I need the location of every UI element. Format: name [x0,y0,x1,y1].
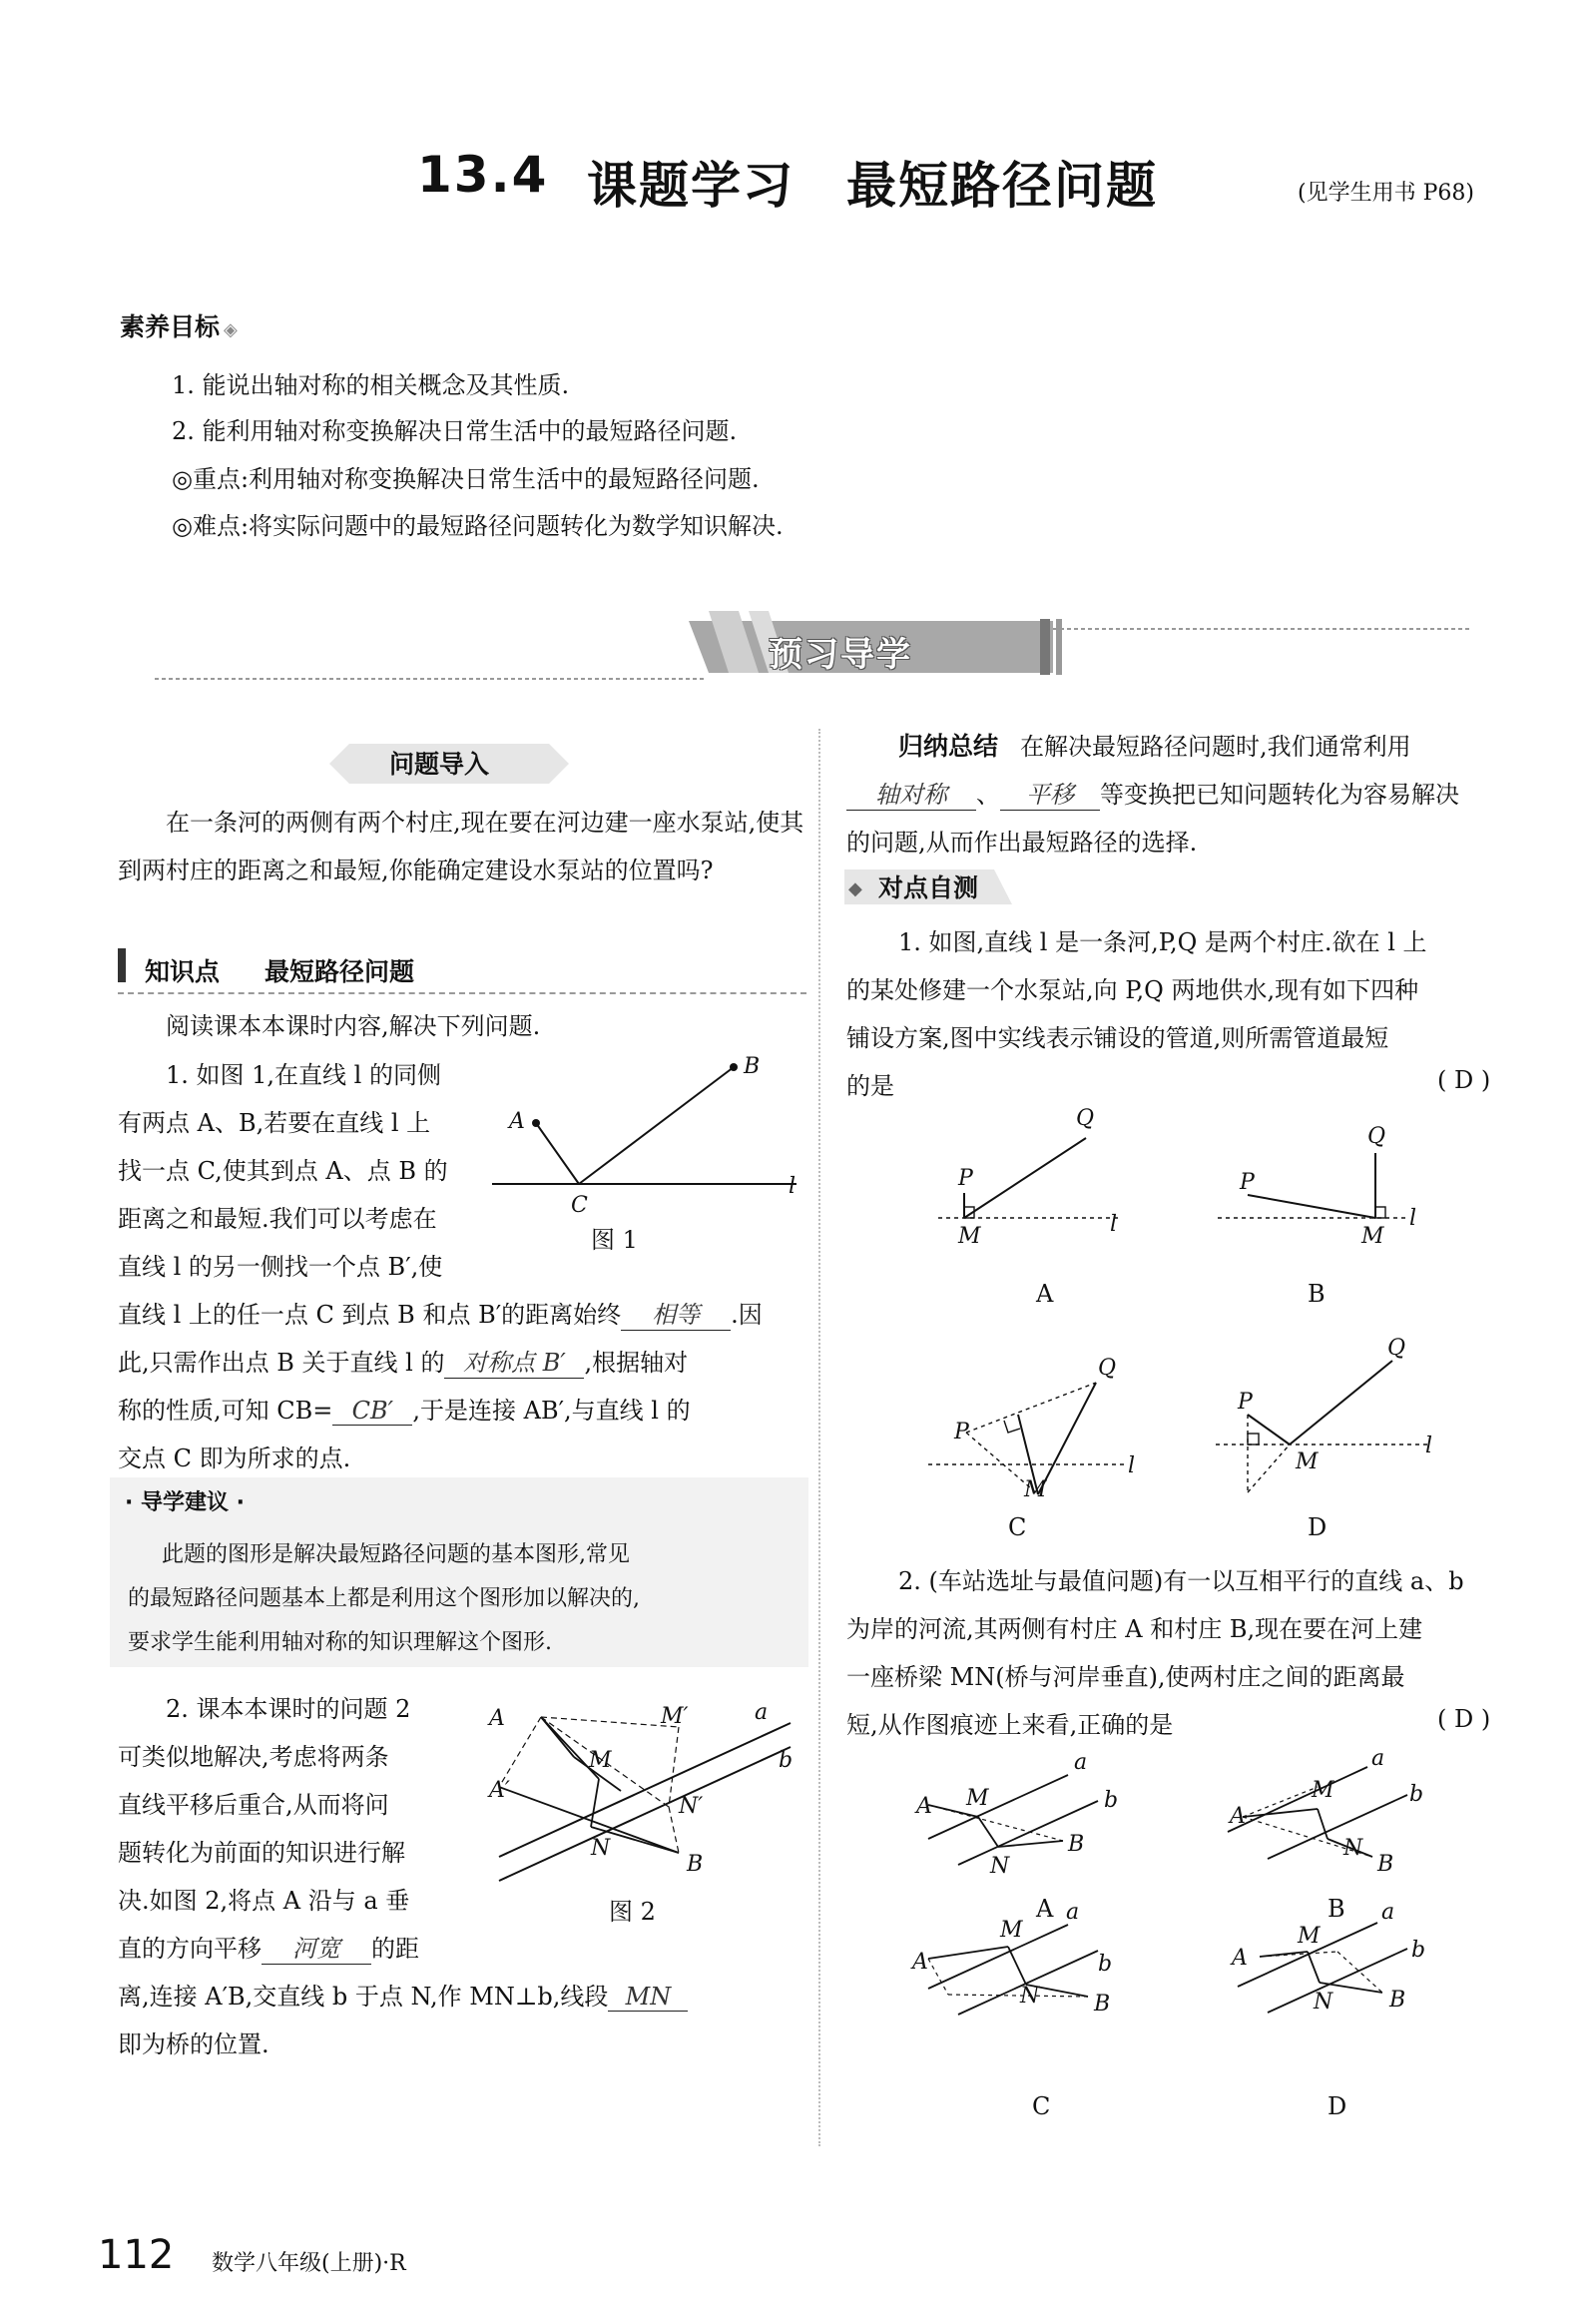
goal-item: 1. 能说出轴对称的相关概念及其性质. [172,371,570,399]
option-label: D [1328,2092,1347,2120]
svg-text:a: a [1074,1750,1088,1775]
q1-line: 称的性质,可知 CB= CB′ ,于是连接 AB′,与直线 l 的 [118,1397,691,1425]
book-name: 数学八年级(上册)·R [212,2251,406,2276]
figure-2-caption: 图 2 [609,1898,656,1926]
svg-text:M: M [1298,1924,1321,1949]
svg-text:b: b [1098,1952,1113,1977]
knowledge-underline [118,992,806,994]
svg-text:◆: ◆ [848,878,862,899]
q1-line: 距离之和最短.我们可以考虑在 [118,1205,437,1233]
svg-text:A: A [916,1794,932,1819]
figure-2 [479,1687,808,1887]
svg-text:b: b [1409,1782,1424,1807]
page-title: 课题学习 最短路径问题 [587,157,1158,215]
svg-text:P: P [1240,1170,1255,1195]
svg-text:a: a [1066,1900,1080,1925]
svg-text:a: a [1381,1900,1395,1925]
point-b [730,1063,738,1071]
goal-item: 2. 能利用轴对称变换解决日常生活中的最短路径问题. [172,417,738,445]
svg-text:P: P [1238,1390,1253,1415]
intro-heading: 问题导入 [389,750,490,779]
svg-text:A: A [912,1950,928,1975]
option-label: B [1308,1280,1326,1308]
q2-line: 一座桥梁 MN(桥与河岸垂直),使两村庄之间的距离最 [846,1663,1405,1691]
q2-answer: ( D ) [1437,1705,1491,1733]
svg-text:Q: Q [1076,1106,1095,1131]
answer-blank: 轴对称 [846,775,976,811]
svg-text:M: M [958,1224,981,1249]
answer-blank: MN [608,1983,688,2012]
q2-options-figures [898,1747,1477,2096]
student-book-ref: (见学生用书 P68) [1298,181,1474,206]
svg-text:M: M [1024,1477,1047,1502]
option-label: A [1036,1280,1054,1308]
diamond-icon: ◈ [224,319,238,340]
q2-line: 2. 课本本课时的问题 2 [166,1695,411,1723]
page-number: 112 [98,2232,175,2278]
q2-line: 可类似地解决,考虑将两条 [118,1743,389,1771]
svg-text:Q: Q [1098,1356,1117,1381]
section-number: 13.4 [417,146,549,204]
svg-text:Q: Q [1387,1336,1406,1361]
goal-item: ◎重点:利用轴对称变换解决日常生活中的最短路径问题. [172,465,760,493]
read-text: 阅读课本本课时内容,解决下列问题. [166,1012,541,1040]
svg-text:N: N [1020,1984,1040,2009]
svg-text:B: B [1377,1852,1394,1877]
knowledge-bar [118,948,126,982]
label-a: A [509,1109,525,1134]
svg-text:b: b [1411,1938,1426,1963]
svg-text:N: N [1343,1836,1363,1861]
goal-item: ◎难点:将实际问题中的最短路径问题转化为数学知识解决. [172,512,784,540]
q1-line: 的是 [846,1072,894,1100]
summary-line: 轴对称 、 平移 等变换把已知问题转化为容易解决 [846,775,1459,811]
svg-text:N: N [1314,1990,1333,2015]
test-heading: 对点自测 [878,873,979,902]
q2-line: 直线平移后重合,从而将问 [118,1791,389,1819]
svg-text:A: A [1230,1804,1246,1829]
svg-text:l: l [1425,1434,1433,1458]
answer-blank: CB′ [332,1397,412,1426]
segment-ac [536,1123,579,1184]
q2-line: 离,连接 A′B,交直线 b 于点 N,作 MN⊥b,线段 MN [118,1977,688,2012]
answer-blank: 相等 [621,1295,731,1331]
option-label: D [1308,1513,1328,1541]
figure-1 [487,1048,806,1248]
svg-text:M: M [966,1786,989,1811]
option-label: B [1328,1895,1345,1923]
svg-text:M: M [1361,1224,1384,1249]
figure-1-caption: 图 1 [591,1226,638,1254]
guide-heading: · 导学建议 · [125,1490,246,1515]
q1-line: 找一点 C,使其到点 A、点 B 的 [118,1157,448,1185]
q2-line: 2. (车站选址与最值问题)有一以互相平行的直线 a、b [898,1567,1464,1595]
q1-line: 交点 C 即为所求的点. [118,1445,351,1472]
svg-text:M: M [1000,1918,1023,1943]
banner-title: 预习导学 [769,635,912,675]
label-l: l [789,1174,797,1199]
svg-text:b: b [1104,1788,1119,1813]
svg-text:N: N [990,1854,1010,1879]
q1-line: 的某处修建一个水泵站,向 P,Q 两地供水,现有如下四种 [846,976,1419,1004]
option-label: A [1036,1895,1054,1923]
svg-text:l: l [1409,1206,1417,1231]
svg-text:B: B [1068,1832,1085,1857]
svg-text:M: M [1312,1778,1334,1803]
q1-line: 有两点 A、B,若要在直线 l 上 [118,1109,431,1137]
intro-text: 在一条河的两侧有两个村庄,现在要在河边建一座水泵站,使其到两村庄的距离之和最短,你能确定建设水泵站的位置吗? [118,809,804,884]
summary-label: 归纳总结 [898,732,999,761]
label-a: A [489,1706,505,1731]
guide-line: 的最短路径问题基本上都是利用这个图形加以解决的, [128,1586,640,1611]
label-b: B [687,1852,704,1877]
point-a [532,1119,540,1127]
q1-line: 1. 如图,直线 l 是一条河,P,Q 是两个村庄.欲在 l 上 [898,928,1427,956]
q2-line: 直的方向平移 河宽 的距 [118,1929,419,1965]
svg-text:B: B [1389,1988,1406,2013]
label-n: N [591,1836,611,1861]
q1-line: 直线 l 上的任一点 C 到点 B 和点 B′的距离始终 相等 .因 [118,1295,763,1331]
option-label: C [1008,1513,1027,1541]
svg-text:a: a [1371,1747,1385,1771]
svg-text:l: l [1110,1212,1118,1237]
label-line-b: b [779,1748,794,1773]
svg-text:l: l [1128,1453,1136,1478]
option-label: C [1032,2092,1051,2120]
summary-line: 归纳总结 在解决最短路径问题时,我们通常利用 [898,732,1411,761]
q2-line: 题转化为前面的知识进行解 [118,1839,405,1867]
q1-line: 铺设方案,图中实线表示铺设的管道,则所需管道最短 [846,1024,1389,1052]
svg-text:A: A [1232,1946,1248,1971]
svg-text:P: P [954,1420,969,1445]
column-divider [818,729,820,2146]
q2-line: 为岸的河流,其两侧有村庄 A 和村庄 B,现在要在河上建 [846,1615,1423,1643]
summary-line: 的问题,从而作出最短路径的选择. [846,829,1198,857]
knowledge-tag: 知识点 [145,957,221,986]
label-b: B [744,1054,761,1079]
q2-line: 短,从作图痕迹上来看,正确的是 [846,1711,1174,1739]
label-c: C [571,1193,588,1218]
label-line-a: a [755,1700,769,1725]
segment-cb [579,1067,734,1184]
line-b [499,1747,794,1881]
guide-line: 要求学生能利用轴对称的知识理解这个图形. [128,1630,552,1655]
q1-answer: ( D ) [1437,1066,1491,1094]
q1-line: 此,只需作出点 B 关于直线 l 的 对称点 B′ ,根据轴对 [118,1343,688,1379]
q2-line: 即为桥的位置. [118,2030,269,2058]
line-a [499,1723,794,1857]
label-m: M [589,1748,612,1773]
guide-line: 此题的图形是解决最短路径问题的基本图形,常见 [162,1542,630,1567]
svg-text:B: B [1094,1992,1111,2017]
label-n-prime: N′ [679,1794,704,1819]
label-m-prime: M′ [661,1704,689,1729]
q1-line: 1. 如图 1,在直线 l 的同侧 [166,1061,441,1089]
svg-text:Q: Q [1367,1124,1386,1149]
q2-line: 决.如图 2,将点 A 沿与 a 垂 [118,1887,410,1915]
answer-blank: 河宽 [262,1929,371,1965]
svg-text:P: P [958,1166,973,1191]
svg-text:M: M [1296,1449,1319,1474]
label-a-prime: A′ [489,1778,510,1803]
knowledge-title: 最短路径问题 [265,957,415,986]
answer-blank: 对称点 B′ [444,1343,584,1379]
q1-options-figures [918,1103,1437,1542]
q1-line: 直线 l 的另一侧找一个点 B′,使 [118,1253,443,1281]
goals-heading: 素养目标 ◈ [120,312,238,341]
answer-blank: 平移 [1000,775,1100,811]
